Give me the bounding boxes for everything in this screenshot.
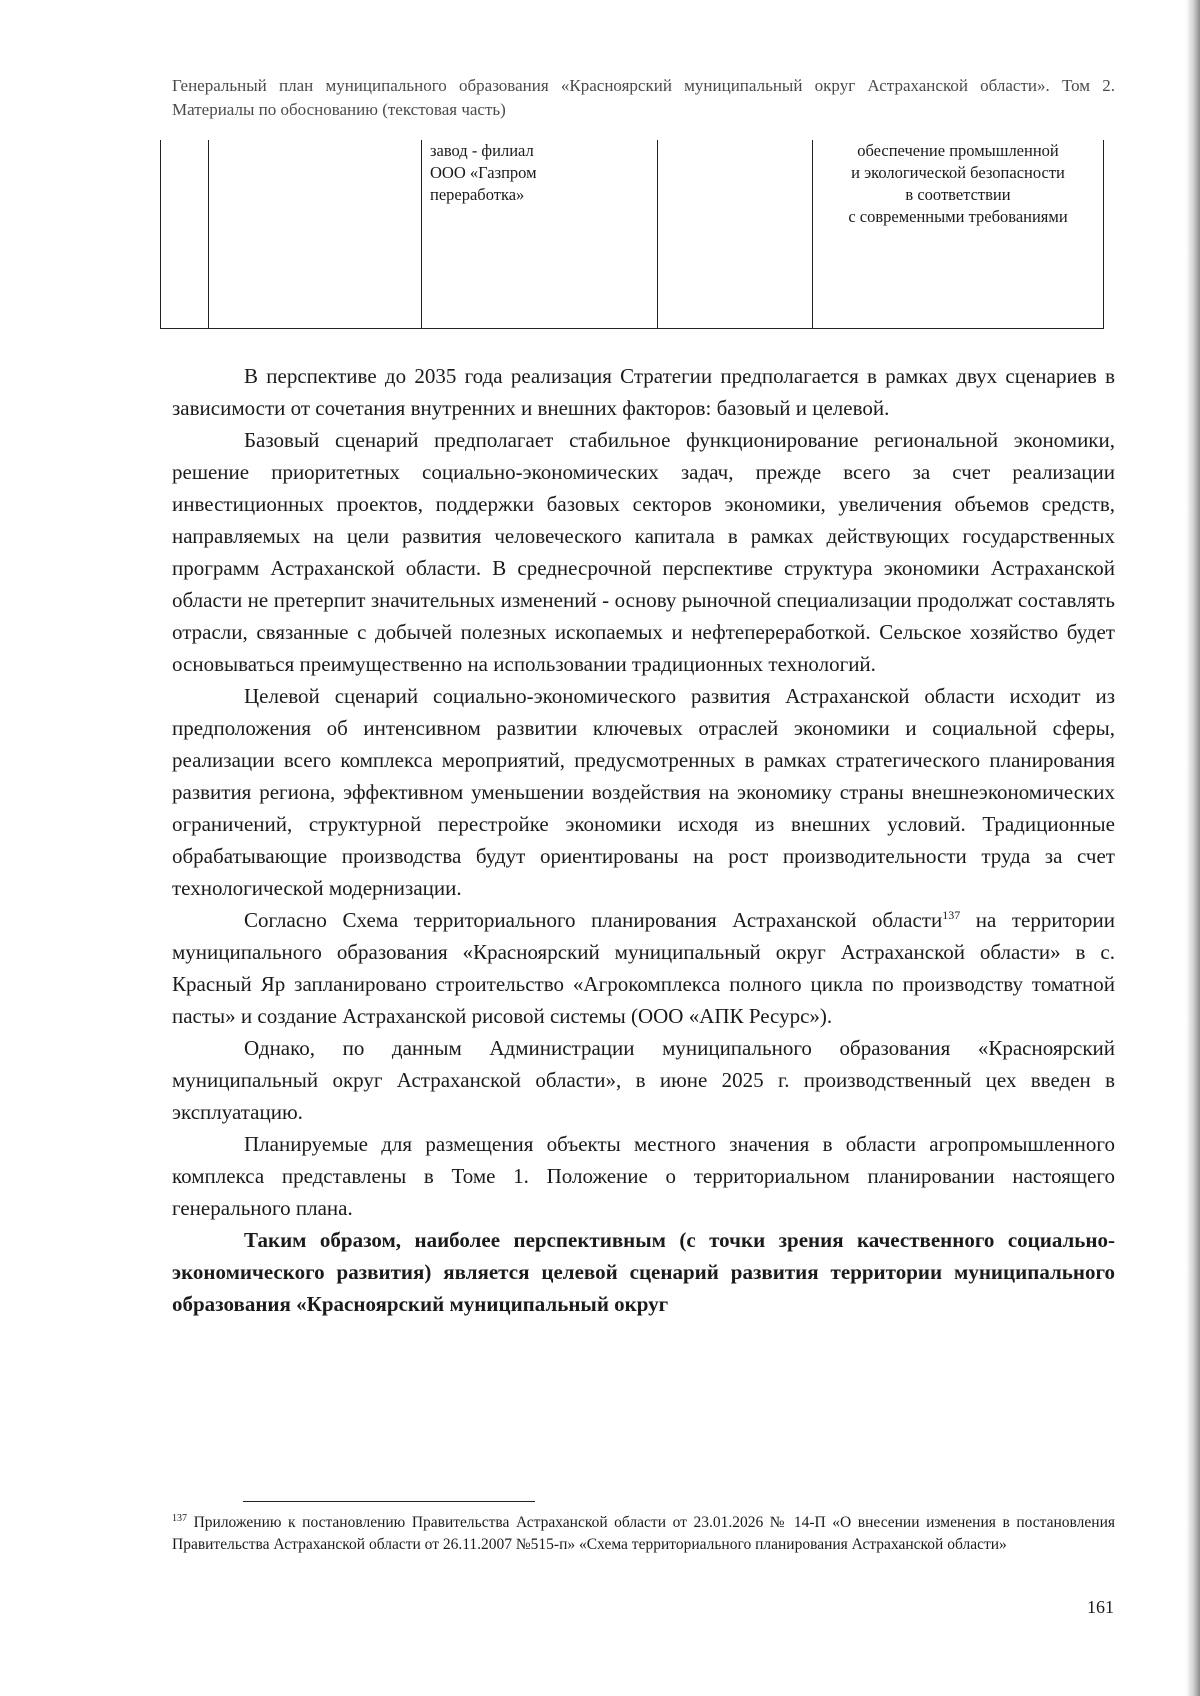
footnote-reference[interactable]: 137 xyxy=(942,908,961,922)
paragraph-scenarios: В перспективе до 2035 года реализация Стратегии предполагается в рамках двух сценариев в зависимости от сочетания внутренних и внешних факторов: базовый и целевой. xyxy=(172,364,1115,420)
page-number: 161 xyxy=(1087,1597,1114,1617)
table-cell: завод - филиал ООО «Газпром переработка» xyxy=(422,140,658,329)
paragraph-text: Согласно Схема территориального планирования Астраханской области xyxy=(244,908,943,932)
table-cell xyxy=(209,140,422,329)
table-cell xyxy=(658,140,813,329)
paragraph-territorial-scheme xyxy=(172,904,1115,1032)
page-edge-shadow xyxy=(1186,0,1200,1696)
paragraph-text: на территории муниципального образования «Красноярский муниципальный округ Астраханской области» в с. Красный Яр запланировано строительство «Агрокомплекса полного цикла по производству томатной пасты» и создание Астраханской рисовой системы (ООО «АПК Ресурс»). xyxy=(172,908,1115,1028)
footnote-separator xyxy=(243,1501,535,1502)
table-cell xyxy=(161,140,209,329)
footnote-number: 137 xyxy=(172,1512,187,1524)
paragraph-base-scenario: Базовый сценарий предполагает стабильное функционирование региональной экономики, решение приоритетных социально-экономических задач, прежде всего за счет реализации инвестиционных проектов, поддержки базовых секторов экономики, увеличения объемов средств, направляемых на цели развития человеческого капитала в рамках действующих государственных программ Астраханской области. В среднесрочной перспективе структура экономики Астраханской области не претерпит значительных изменений - основу рыночной специализации продолжат составлять отрасли, связанные с добычей полезных ископаемых и нефтепереработкой. Сельское хозяйство будет основываться преимущественно на использовании традиционных технологий. xyxy=(172,428,1115,676)
paragraph-target-scenario: Целевой сценарий социально-экономического развития Астраханской области исходит из предположения об интенсивном развитии ключевых отраслей экономики и социальной сферы, реализации всего комплекса мероприятий, предусмотренных в рамках стратегического планирования развития региона, эффективном уменьшении воздействия на экономику страны внешнеэкономических ограничений, структурной перестройке экономики исходя из внешних условий. Традиционные обрабатывающие производства будут ориентированы на рост производительности труда за счет технологической модернизации. xyxy=(172,684,1115,900)
footnote xyxy=(172,1512,1115,1556)
paragraph-administration: Однако, по данным Администрации муниципального образования «Красноярский муниципальный округ Астраханской области», в июне 2025 г. производственный цех введен в эксплуатацию. xyxy=(172,1036,1115,1124)
footnote-text: Приложению к постановлению Правительства Астраханской области от 23.01.2026 № 14-П «О внесении изменения в постановления Правительства Астраханской области от 26.11.2007 №515-п» «Схема территориального планирования Астраханской области» xyxy=(172,1514,1115,1553)
paragraph-planned-objects: Планируемые для размещения объекты местного значения в области агропромышленного комплекса представлены в Томе 1. Положение о территориальном планировании настоящего генерального плана. xyxy=(172,1132,1115,1220)
paragraph-conclusion: Таким образом, наиболее перспективным (с точки зрения качественного социально-экономического развития) является целевой сценарий развития территории муниципального образования «Красноярский муниципальный округ xyxy=(172,1228,1115,1316)
table-row xyxy=(161,140,1104,329)
running-header: Генеральный план муниципального образования «Красноярский муниципальный округ Астраханской области». Том 2. Материалы по обоснованию (текстовая часть) xyxy=(172,76,1115,119)
body-text xyxy=(172,360,1115,1320)
table-cell: обеспечение промышленной и экологической безопасности в соответствии с современными требованиями xyxy=(813,140,1104,329)
continued-table xyxy=(160,140,1104,329)
